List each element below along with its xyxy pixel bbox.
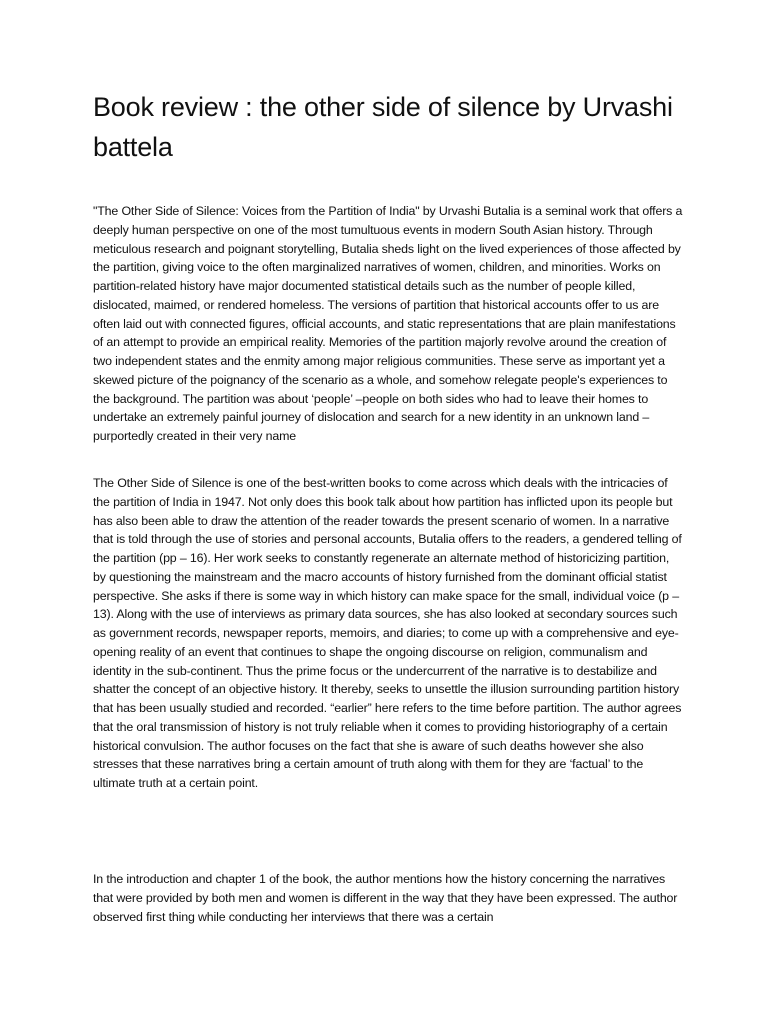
paragraph-3: In the introduction and chapter 1 of the book, the author mentions how the history concerning the narratives that were provided by both men and women is different in the way that they have been expressed. The author observed first thing while conducting her interviews that there was a certain [93, 872, 678, 924]
paragraph-1: "The Other Side of Silence: Voices from the Partition of India" by Urvashi Butalia is a seminal work that offers a deeply human perspective on one of the most tumultuous events in modern South Asian history. Through meticulous research and poignant storytelling, Butalia sheds light on the lived experiences of those affected by the partition, giving voice to the often marginalized narratives of women, children, and minorities. Works on partition-related history have major documented statistical details such as the number of people killed, dislocated, maimed, or rendered homeless. The versions of partition that historical accounts offer to us are often laid out with connected figures, official accounts, and static representations that are plain manifestations of an attempt to provide an empirical reality. Memories of the partition majorly revolve around the creation of two independent states and the enmity among major religious communities. These serve as important yet a skewed picture of the poignancy of the scenario as a whole, and somehow relegate people's experiences to the background. The partition was about ‘people’ –people on both sides who had to leave their homes to undertake an extremely painful journey of dislocation and search for a new identity in an unknown land –purportedly created in their very name [93, 204, 683, 443]
document-title: Book review : the other side of silence by Urvashi battela [93, 92, 673, 162]
paragraph-2: The Other Side of Silence is one of the best-written books to come across which deals with the intricacies of the partition of India in 1947. Not only does this book talk about how partition has inflicted upon its people but has also been able to draw the attention of the reader towards the present scenario of women. In a narrative that is told through the use of stories and personal accounts, Butalia offers to the readers, a gendered telling of the partition (pp – 16). Her work seeks to constantly regenerate an alternate method of historicizing partition, by questioning the mainstream and the macro accounts of history furnished from the dominant official statist perspective. She asks if there is some way in which history can make space for the small, individual voice (p – 13). Along with the use of interviews as primary data sources, she has also looked at secondary sources such as government records, newspaper reports, memoirs, and diaries; to come up with a comprehensive and eye-opening reality of an event that continues to shape the ongoing discourse on religion, communalism and identity in the sub-continent. Thus the prime focus or the undercurrent of the narrative is to destabilize and shatter the concept of an objective history. It thereby, seeks to unsettle the illusion surrounding partition history that has been usually studied and recorded. “earlier” here refers to the time before partition. The author agrees that the oral transmission of history is not truly reliable when it comes to providing historiography of a certain historical convulsion. The author focuses on the fact that she is aware of such deaths however she also stresses that these narratives bring a certain amount of truth along with them for they are ‘factual’ to the ultimate truth at a certain point. [93, 476, 682, 790]
